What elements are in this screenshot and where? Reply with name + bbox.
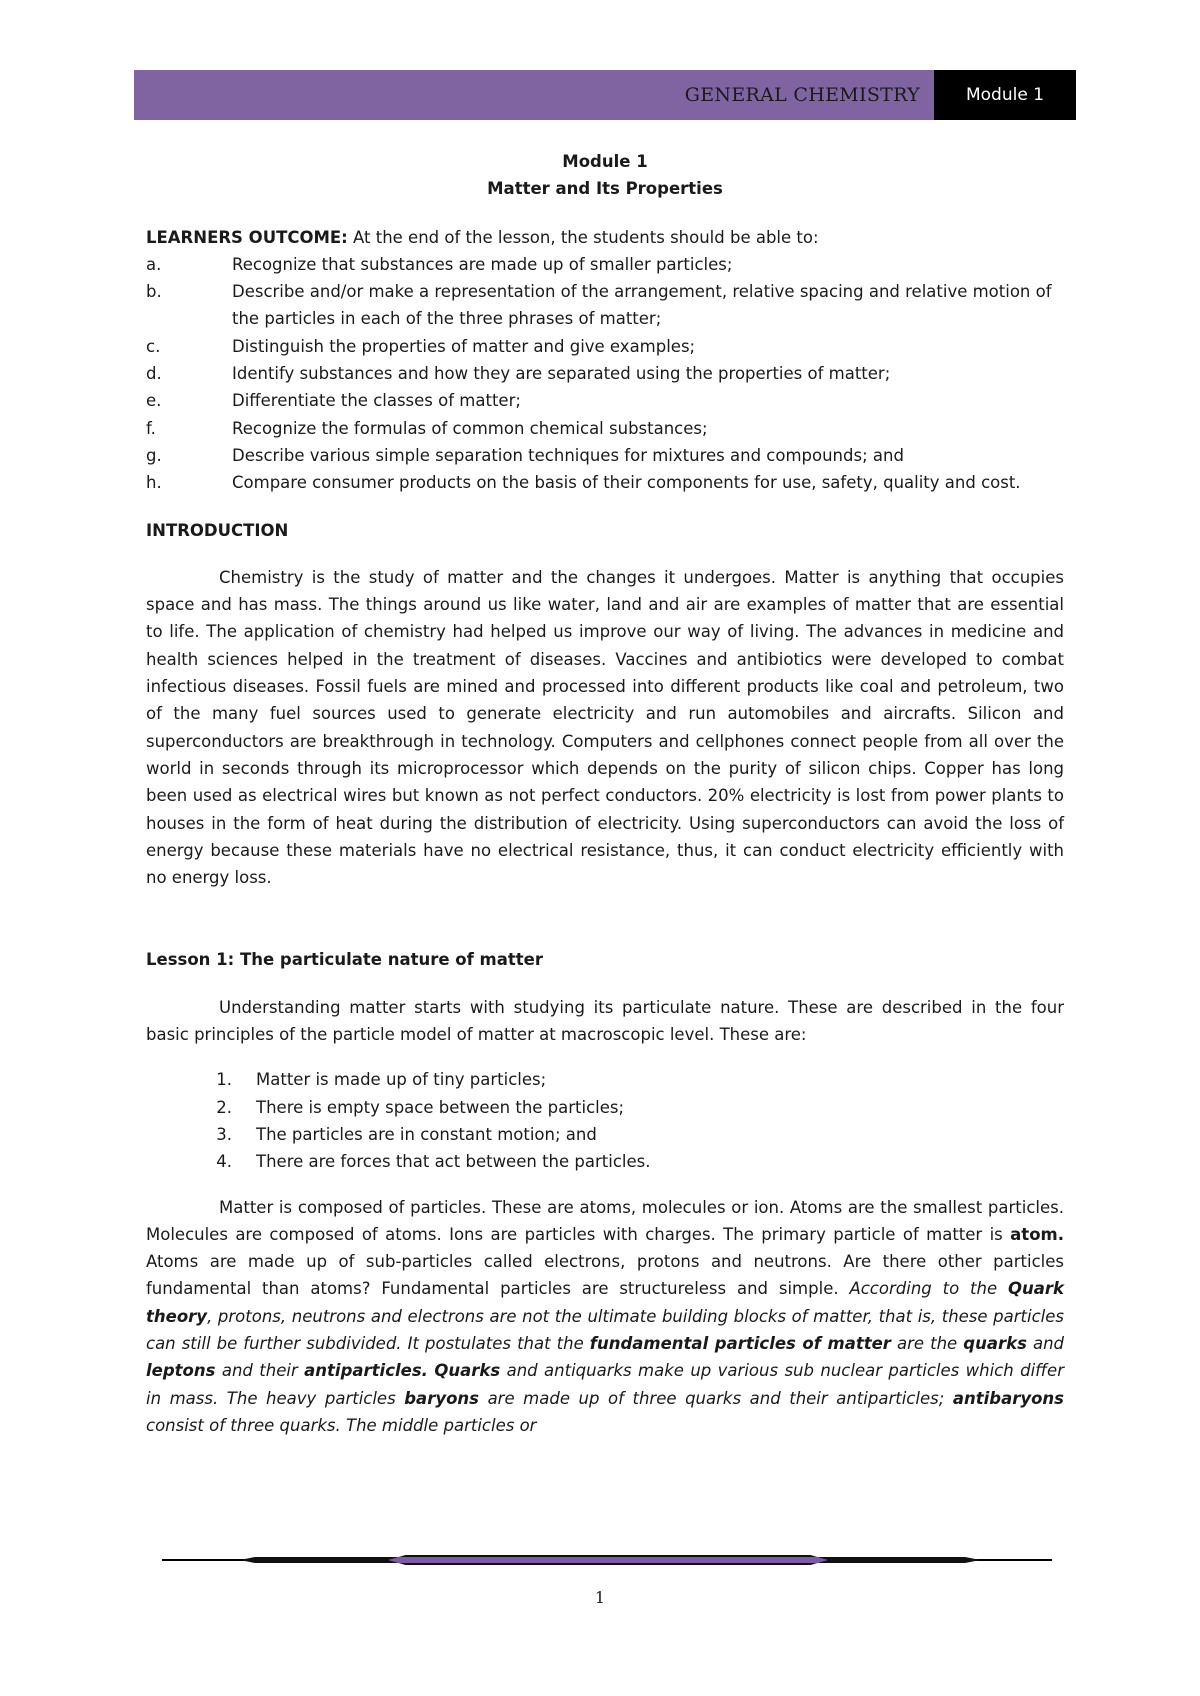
outcome-label: LEARNERS OUTCOME: <box>146 227 348 247</box>
list-text: Identify substances and how they are separated using the properties of matter; <box>232 364 891 384</box>
list-text: Compare consumer products on the basis of their components for use, safety, quality and cost. <box>232 473 1021 493</box>
list-marker: b. <box>146 282 162 302</box>
module-title: Module 1 <box>562 152 648 171</box>
outcome-lead: At the end of the lesson, the students should be able to: <box>347 227 819 247</box>
list-marker: e. <box>146 391 162 411</box>
list-text: There are forces that act between the particles. <box>256 1152 651 1172</box>
introduction-heading: INTRODUCTION <box>146 520 289 540</box>
text-run: Atoms are made up of sub-particles called electrons, protons and neutrons. Are there other particles fundamental than atoms? Fundamental particles are structureless and simple. <box>146 1252 1064 1299</box>
list-marker: c. <box>146 336 161 356</box>
list-text: Recognize the formulas of common chemical substances; <box>232 418 708 438</box>
list-text: The particles are in constant motion; and <box>256 1124 597 1144</box>
lesson-paragraph-2 <box>146 1194 1064 1440</box>
bold-term: atom. <box>1010 1224 1064 1244</box>
list-text: Describe various simple separation techniques for mixtures and compounds; and <box>232 445 904 465</box>
bold-term: fundamental particles of matter <box>589 1333 891 1353</box>
introduction-paragraph: Chemistry is the study of matter and the changes it undergoes. Matter is anything that occupies space and has mass. The things around us like water, land and air are examples of matter that are essential to life. The application of chemistry had helped us improve our way of living. The advances in medicine and health sciences helped in the treatment of diseases. Vaccines and antibiotics were developed to combat infectious diseases. Fossil fuels are mined and processed into different products like coal and petroleum, two of the many fuel sources used to generate electricity and run automobiles and aircrafts. Silicon and superconductors are breakthrough in technology. Computers and cellphones connect people from all over the world in seconds through its microprocessor which depends on the purity of silicon chips. Copper has long been used as electrical wires but known as not perfect conductors. 20% electricity is lost from power plants to houses in the form of heat during the distribution of electricity. Using superconductors can avoid the loss of energy because these materials have no electrical resistance, thus, it can conduct electricity efficiently with no energy loss. <box>146 567 1064 888</box>
bold-term: quarks <box>963 1333 1027 1353</box>
lesson-heading: Lesson 1: The particulate nature of matter <box>146 950 543 970</box>
text-run: are made up of three quarks and their antiparticles; <box>479 1388 953 1408</box>
bold-term: antiparticles. <box>304 1361 428 1381</box>
list-item <box>146 469 1064 496</box>
list-text: Matter is made up of tiny particles; <box>256 1070 547 1090</box>
list-marker: g. <box>146 445 162 465</box>
header-title-block <box>134 70 934 120</box>
text-run: According to the <box>849 1279 1008 1299</box>
list-marker: 1. <box>216 1070 232 1090</box>
learners-outcome <box>146 224 1064 251</box>
lesson-paragraph-1: Understanding matter starts with studying its particulate nature. These are described in the four basic principles of the particle model of matter at macroscopic level. These are: <box>146 997 1064 1045</box>
text-run: and antiquarks make up various sub nuclear particles which differ in mass. The heavy particles <box>146 1361 1064 1408</box>
list-marker: 3. <box>216 1124 232 1144</box>
list-item <box>146 360 1064 387</box>
list-item <box>146 1148 1064 1175</box>
list-item <box>146 387 1064 414</box>
text-run: Matter is composed of particles. These are atoms, molecules or ion. Atoms are the smallest particles. Molecules are composed of atoms. Ions are particles with charges. The primary particle of matter is <box>146 1197 1064 1244</box>
text-run: are the <box>890 1333 964 1353</box>
page-number: 1 <box>594 1588 606 1607</box>
text-run: and their <box>215 1361 305 1381</box>
outcome-list <box>146 251 1064 497</box>
bold-term: Quark theory <box>146 1279 1064 1326</box>
list-marker: h. <box>146 473 162 493</box>
header-bar <box>134 70 1076 120</box>
list-item <box>146 1121 1064 1148</box>
header-module: Module 1 <box>965 85 1045 105</box>
principles-list <box>146 1066 1064 1175</box>
list-text: Describe and/or make a representation of the arrangement, relative spacing and relative motion of the particles in each of the three phrases of matter; <box>232 282 1052 329</box>
module-subtitle: Matter and Its Properties <box>487 179 723 199</box>
list-marker: a. <box>146 254 162 274</box>
list-item <box>146 1094 1064 1121</box>
bold-term: leptons <box>146 1361 216 1381</box>
list-text: Distinguish the properties of matter and give examples; <box>232 336 696 356</box>
text-run: and <box>1026 1333 1064 1353</box>
list-text: Differentiate the classes of matter; <box>232 391 521 411</box>
bold-term: antibaryons <box>952 1388 1064 1408</box>
header-title: GENERAL CHEMISTRY <box>684 84 920 106</box>
header-module-block <box>934 70 1076 120</box>
list-text: There is empty space between the particles; <box>256 1097 625 1117</box>
list-item <box>146 442 1064 469</box>
footer-purple-accent <box>388 1555 828 1565</box>
list-item <box>146 251 1064 278</box>
text-run: , protons, neutrons and electrons are not the ultimate building blocks of matter, that is, these particles can still be further subdivided. It postulates that the <box>146 1306 1064 1353</box>
list-marker: 2. <box>216 1097 232 1117</box>
text-run: consist of three quarks. The middle particles or <box>146 1415 537 1435</box>
bold-term: baryons <box>404 1388 479 1408</box>
list-marker: f. <box>146 418 156 438</box>
bold-term: Quarks <box>434 1361 501 1381</box>
list-item <box>146 278 1064 333</box>
list-item <box>146 333 1064 360</box>
document-body <box>146 148 1064 1439</box>
list-item <box>146 415 1064 442</box>
list-item <box>146 1066 1064 1093</box>
list-marker: d. <box>146 364 162 384</box>
list-text: Recognize that substances are made up of smaller particles; <box>232 254 733 274</box>
list-marker: 4. <box>216 1152 232 1172</box>
